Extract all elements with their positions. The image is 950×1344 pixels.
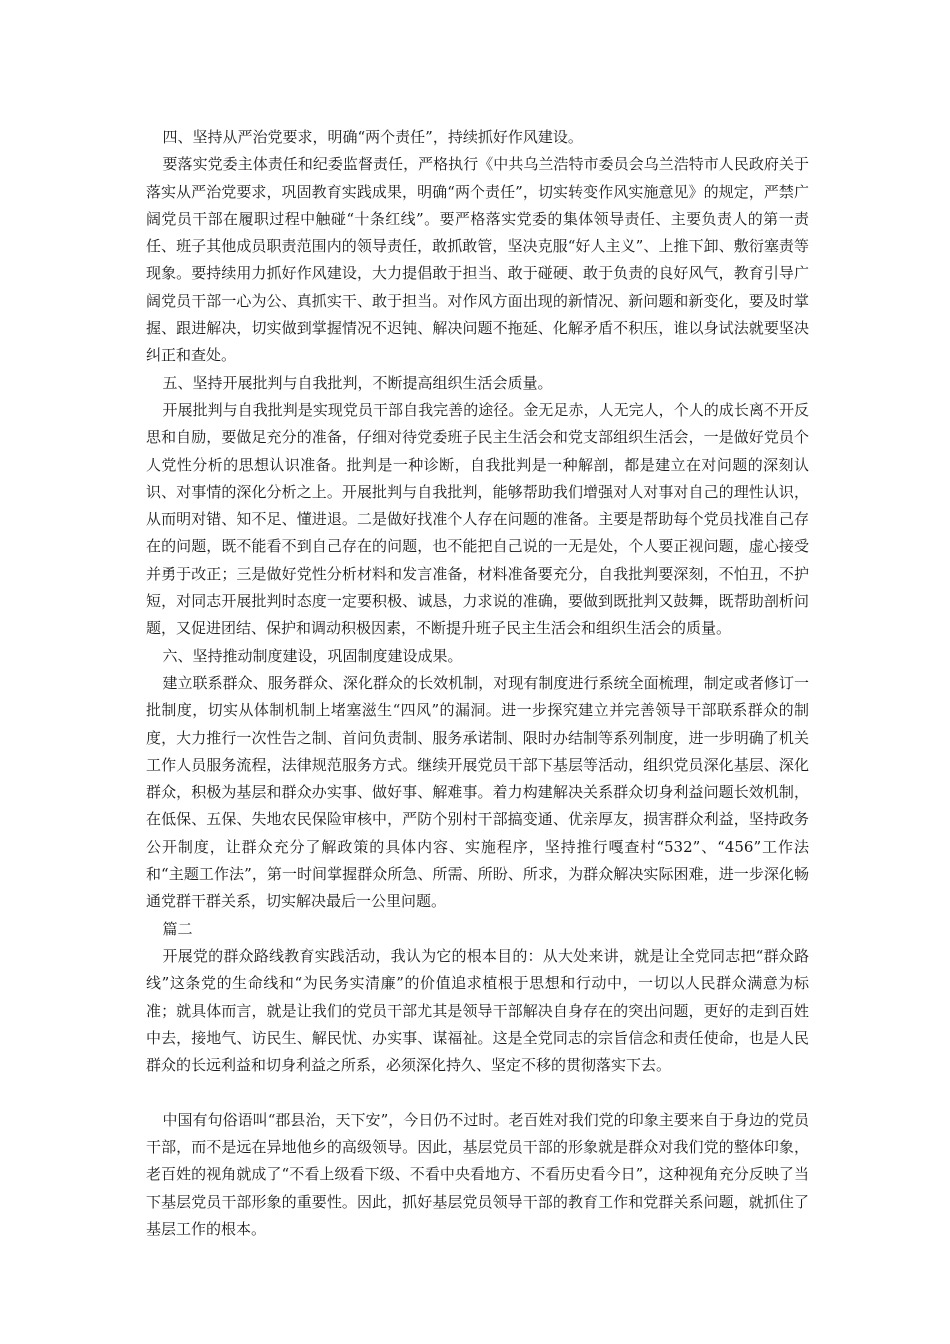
part-two-heading: 篇二 — [162, 919, 193, 938]
paragraph-grassroots: 中国有句俗语叫“郡县治，天下安”，今日仍不过时。老百姓对我们党的印象主要来自于身边的党员干部，而不是远在异地他乡的高级领导。因此，基层党员干部的形象就是群众对我们党的整体印象，老百姓的视角就成了“不看上级看下级、不看中央看地方、不看历史看今日”，这种视角充分反映了当下基层党员干部形象的重要性。因此，抓好基层党员领导干部的教育工作和党群关系问题，就抓住了基层工作的根本。 — [146, 1110, 809, 1238]
paragraph-criticism: 开展批判与自我批判是实现党员干部自我完善的途径。金无足赤，人无完人，个人的成长离不开反思和自励，要做足充分的准备，仔细对待党委班子民主生活会和党支部组织生活会，一是做好党员个人党性分析的思想认识准备。批判是一种诊断，自我批判是一种解剖，都是建立在对问题的深刻认识、对事情的深化分析之上。开展批判与自我批判，能够帮助我们增强对人对事对自己的理性认识，从而明对错、知不足、懂进退。二是做好找准个人存在问题的准备。主要是帮助每个党员找准自己存在的问题，既不能看不到自己存在的问题，也不能把自己说的一无是处，个人要正视问题，虚心接受并勇于改正；三是做好党性分析材料和发言准备，材料准备要充分，自我批判要深刻，不怕丑，不护短，对同志开展批判时态度一定要积极、诚恳，力求说的准确，要做到既批判又鼓舞，既帮助剖析问题，又促进团结、保护和调动积极因素，不断提升班子民主生活会和组织生活会的质量。 — [146, 400, 809, 638]
section-heading-5: 五、坚持开展批判与自我批判，不断提高组织生活会质量。 — [162, 373, 553, 392]
document-page — [146, 124, 809, 1243]
paragraph-system-building: 建立联系群众、服务群众、深化群众的长效机制，对现有制度进行系统全面梳理，制定或者修订一批制度，切实从体制机制上堵塞滋生“四风”的漏洞。进一步探究建立并完善领导干部联系群众的制度，大力推行一次性告之制、首问负责制、服务承诺制、限时办结制等系列制度，进一步明确了机关工作人员服务流程，法律规范服务方式。继续开展党员干部下基层等活动，组织党员深化基层、深化群众，积极为基层和群众办实事、做好事、解难事。着力构建解决关系群众切身利益问题长效机制，在低保、五保、失地农民保险审核中，严防个别村干部搞变通、优亲厚友，损害群众利益，坚持政务公开制度，让群众充分了解政策的具体内容、实施程序，坚持推行嘎查村“532”、“456”工作法和“主题工作法”，第一时间掌握群众所急、所需、所盼、所求，为群众解决实际困难，进一步深化畅通党群干群关系，切实解决最后一公里问题。 — [146, 673, 809, 911]
paragraph-responsibility: 要落实党委主体责任和纪委监督责任，严格执行《中共乌兰浩特市委员会乌兰浩特市人民政府关于落实从严治党要求，巩固教育实践成果，明确“两个责任”，切实转变作风实施意见》的规定，严禁广阔党员干部在履职过程中触碰“十条红线”。要严格落实党委的集体领导责任、主要负责人的第一责任、班子其他成员职责范围内的领导责任，敢抓敢管，坚决克服“好人主义”、上推下卸、敷衍塞责等现象。要持续用力抓好作风建设，大力提倡敢于担当、敢于碰硬、敢于负责的良好风气，教育引导广阔党员干部一心为公、真抓实干、敢于担当。对作风方面出现的新情况、新问题和新变化，要及时掌握、跟进解决，切实做到掌握情况不迟钝、解决问题不拖延、化解矛盾不积压，谁以身试法就要坚决纠正和查处。 — [146, 155, 809, 365]
section-heading-4: 四、坚持从严治党要求，明确“两个责任”，持续抓好作风建设。 — [162, 128, 583, 146]
blank-line — [146, 1079, 809, 1106]
paragraph-mass-line: 开展党的群众路线教育实践活动，我认为它的根本目的：从大处来讲，就是让全党同志把“群众路线”这条党的生命线和“为民务实清廉”的价值追求植根于思想和行动中，一切以人民群众满意为标准；就具体而言，就是让我们的党员干部尤其是领导干部解决自身存在的突出问题，更好的走到百姓中去，接地气、访民生、解民忧、办实事、谋福祉。这是全党同志的宗旨信念和责任使命，也是人民群众的长远利益和切身利益之所系，必须深化持久、坚定不移的贯彻落实下去。 — [146, 946, 809, 1075]
section-heading-6: 六、坚持推动制度建设，巩固制度建设成果。 — [162, 646, 463, 665]
